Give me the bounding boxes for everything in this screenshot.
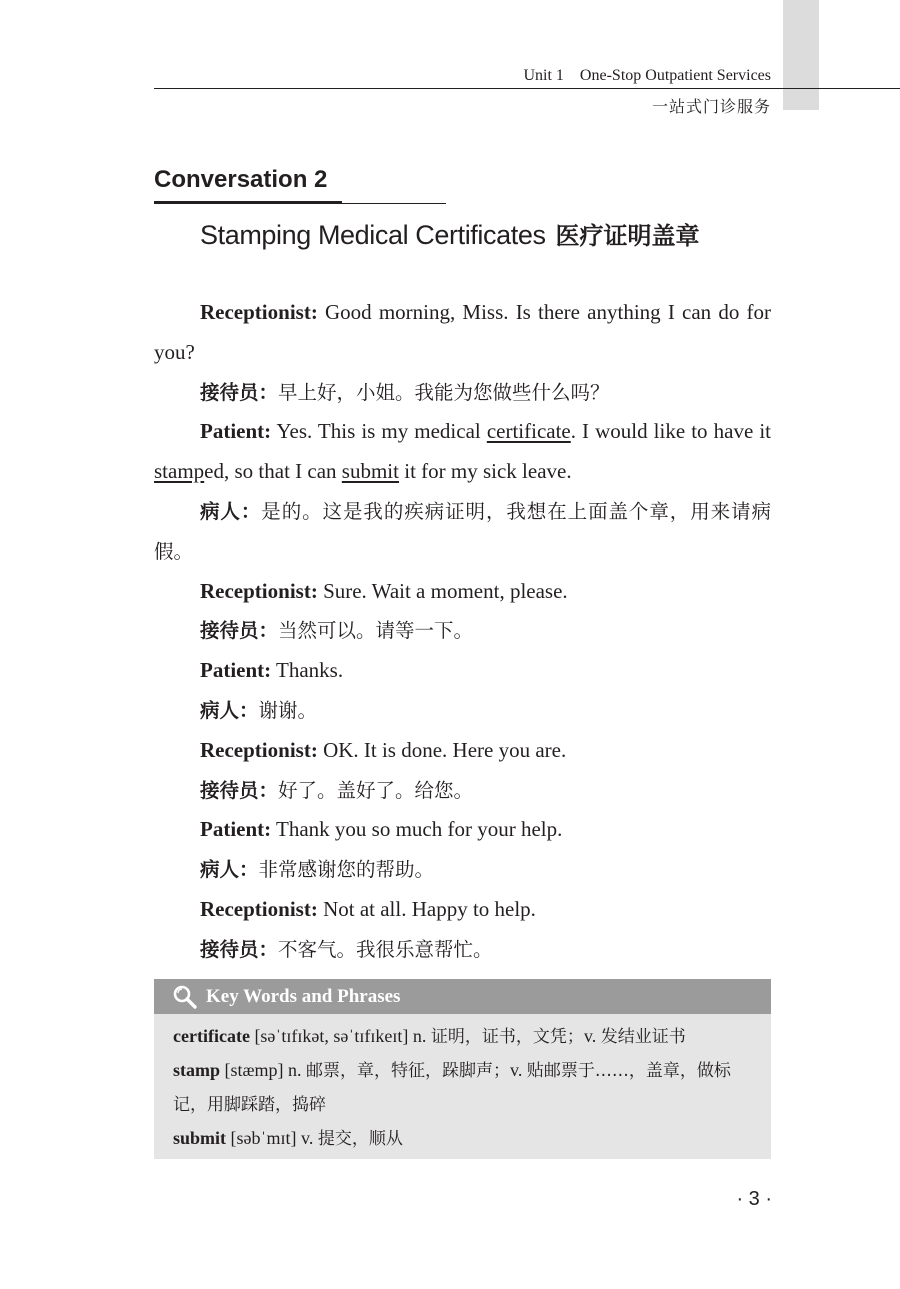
line-text: 是的。这是我的疾病证明，我想在上面盖个章，用来请病假。 [154,499,771,563]
keyword-certificate: certificate [486,419,571,444]
dialogue-line [154,890,771,930]
speaker-label: 接待员： [200,937,279,961]
speaker-label: Patient: [200,817,272,842]
line-text: 不客气。我很乐意帮忙。 [278,937,493,961]
line-text: 好了。盖好了。给您。 [278,778,474,802]
dialogue-line [154,731,771,771]
speaker-label: Patient: [200,658,272,683]
phonetic-pos: [səˈtɪfɪkət, səˈtɪfɪkeɪt] n. [249,1026,431,1046]
pos: v. [583,1026,601,1046]
dialogue-line [154,810,771,850]
line-text: 谢谢。 [258,698,318,722]
key-words-heading: Key Words and Phrases [206,985,401,1007]
keyword-stamp: stamp [154,459,205,484]
key-word-entry [173,1020,753,1054]
key-words-list [154,1014,771,1156]
line-text: Good morning, Miss. Is there anything I can do for you? [154,300,771,364]
line-text: Thanks. [271,658,344,683]
definition-cn: 发结业证书 [600,1027,686,1047]
title-underline-thick [154,201,342,204]
line-text: Sure. Wait a moment, please. [317,578,568,603]
headword: submit [173,1128,227,1148]
speaker-label: 病人： [200,499,262,523]
running-header-en: Unit 1 One-Stop Outpatient Services [523,67,771,84]
speaker-label: Patient: [200,419,272,444]
pos: v. [510,1060,527,1080]
conversation-title: Conversation 2 [154,166,328,193]
dialogue-line [154,691,771,731]
line-text: OK. It is done. Here you are. [317,737,567,762]
speaker-label: 病人： [200,858,259,882]
line-text: 早上好，小姐。我能为您做些什么吗？ [278,380,610,404]
definition-cn: 邮票，章，特征，跺脚声； [306,1061,511,1081]
dialogue-line [154,651,771,691]
speaker-label: 接待员： [200,380,279,404]
dialogue-line [154,373,771,413]
headword: certificate [173,1026,250,1046]
definition-cn: 提交，顺从 [317,1129,403,1149]
keyword-submit: submit [341,459,399,484]
conversation-subtitle [200,216,700,251]
speaker-label: 接待员： [200,778,279,802]
speaker-label: Receptionist: [200,578,318,603]
line-text: Not at all. Happy to help. [317,896,536,921]
dialogue [154,293,771,970]
dialogue-line [154,930,771,970]
phonetic-pos: [stæmp] n. [220,1060,307,1080]
header-rule [154,88,900,89]
line-text: 非常感谢您的帮助。 [258,858,435,882]
line-text: 当然可以。请等一下。 [278,619,474,643]
key-word-entry [173,1054,753,1122]
running-header-cn: 一站式门诊服务 [651,99,771,116]
dialogue-line [154,850,771,890]
side-tab-decoration [783,0,819,110]
speaker-label: Receptionist: [200,737,318,762]
phonetic-pos: [səbˈmɪt] v. [226,1128,318,1148]
speaker-label: 病人： [200,698,259,722]
speaker-label: 接待员： [200,619,279,643]
line-text: ed, so that I can [204,459,342,484]
dialogue-line [154,572,771,612]
dialogue-line [154,611,771,651]
dialogue-line [154,492,771,572]
key-words-header [154,979,771,1014]
dialogue-line [154,771,771,811]
headword: stamp [173,1060,221,1080]
magnifier-icon [172,984,198,1010]
dialogue-line [154,293,771,373]
definition-cn: 证明，证书，文凭； [430,1027,584,1047]
line-text: . I would like to have it [570,419,771,444]
line-text: Thank you so much for your help. [271,817,563,842]
subtitle-en: Stamping Medical Certificates [200,220,546,250]
subtitle-cn: 医疗证明盖章 [555,223,700,250]
speaker-label: Receptionist: [200,300,318,324]
line-text: Yes. This is my medical [271,419,487,444]
title-underline-thin [342,203,446,204]
line-text: it for my sick leave. [398,459,572,484]
speaker-label: Receptionist: [200,896,318,921]
page-number: · 3 · [736,1188,772,1210]
key-word-entry [173,1122,753,1156]
key-words-box [154,979,771,1159]
definition-cn: 贴邮票于……，盖章，做标记，用脚踩踏，捣碎 [173,1061,731,1115]
dialogue-line [154,412,771,492]
